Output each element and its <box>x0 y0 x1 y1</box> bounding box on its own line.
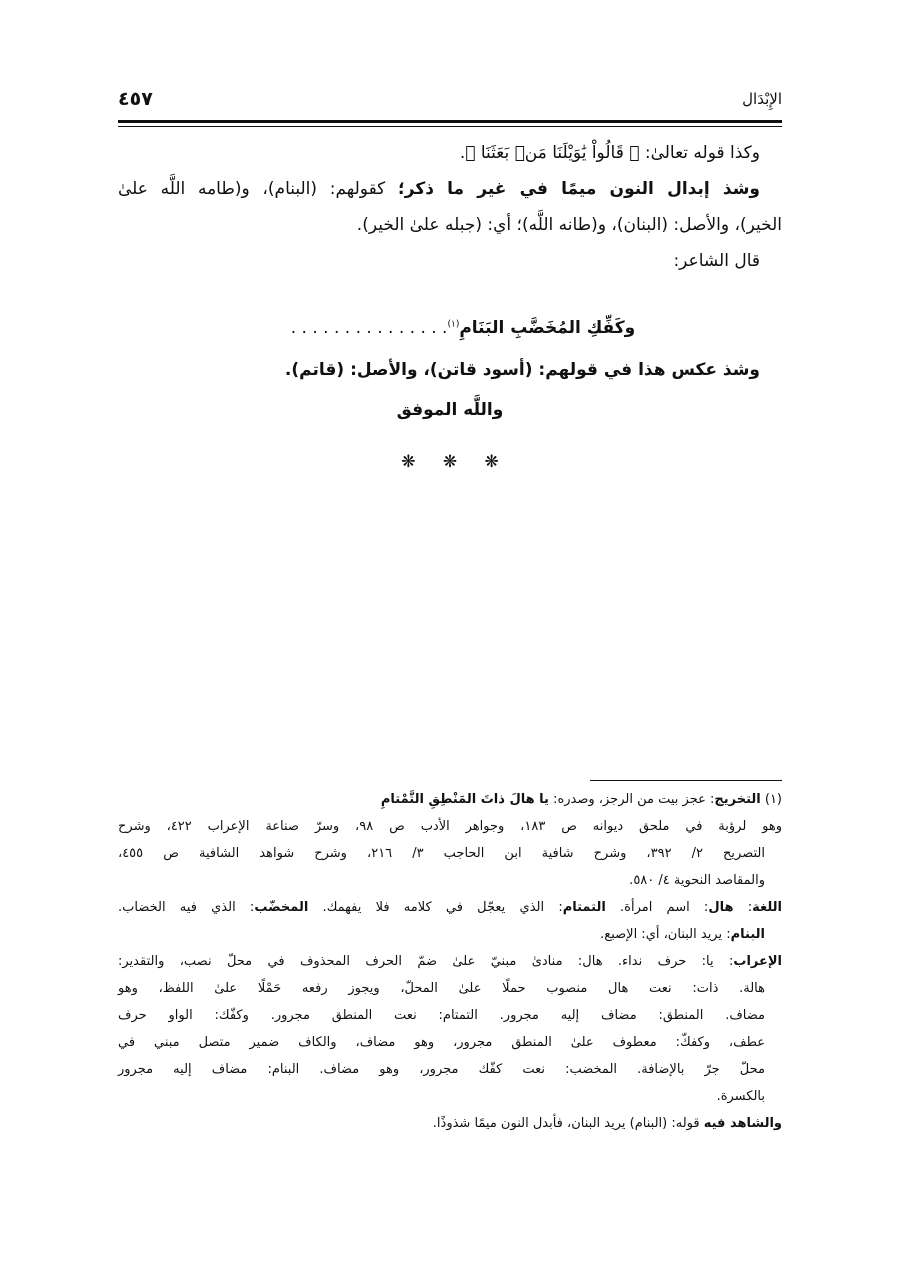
label: التخريج <box>714 792 761 807</box>
header-rule <box>118 120 782 123</box>
label: والشاهد فيه <box>703 1116 782 1131</box>
text: الخير)، والأصل: (البنان)، و(طانه اللَّه)؛ أي: (جبله علىٰ الخير). <box>356 215 782 235</box>
footnote-line <box>118 1083 765 1110</box>
closing-phrase: واللَّه الموفق <box>396 400 504 420</box>
footnote-line <box>118 1056 765 1083</box>
footnote-number: (١) <box>760 792 782 807</box>
text: مضاف. المنطق: مضاف إليه مجرور. التمتام: نعت المنطق مجرور. وكفّك: الواو حرف <box>118 1008 765 1023</box>
label: الإعراب <box>733 954 782 969</box>
ayah-intro: وكذا قوله تعالىٰ: <box>639 143 760 163</box>
term: التمتام <box>562 900 606 915</box>
text: : يريد البنان، أي: الإصبع. <box>600 927 731 942</box>
paragraph-line <box>118 171 782 207</box>
footnote-line <box>118 867 765 894</box>
paragraph-line <box>118 352 760 388</box>
header-rule-thin <box>118 126 782 127</box>
text: : الذي يعجّل في كلامه فلا يفهمك. <box>308 900 563 915</box>
paragraph-line <box>118 207 782 243</box>
footnote-line <box>118 840 765 867</box>
text: : عجز بيت من الرجز، وصدره: <box>548 792 715 807</box>
text: عطف، وكفكّ: معطوف علىٰ المنطق مجرور، وهو مضاف، والكاف ضمير متصل مبني في <box>118 1035 765 1050</box>
bold-phrase: وشذ إبدال النون ميمًا في غير ما ذكر؛ <box>397 179 760 199</box>
text: بالكسرة. <box>716 1089 765 1104</box>
verse-hemistich: وكَفِّكِ المُخَضَّبِ البَنَامِ <box>459 318 636 338</box>
footnote-line <box>118 1029 765 1056</box>
quran-verse: ﴿ قَالُواْ يَٰوَيْلَنَا مَنۢ بَعَثَنَا ﴾. <box>459 143 640 163</box>
footnote-line <box>118 921 765 948</box>
footnotes <box>118 786 782 1137</box>
text: هالة. ذات: نعت هال منصوب حملًا علىٰ المحلّ، ويجوز رفعه حَمْلًا علىٰ اللفظ، وهو <box>118 981 765 996</box>
poetry-verse <box>118 318 782 338</box>
term: هال <box>708 900 734 915</box>
text: : يا: حرف نداء. هال: منادىٰ مبنيّ علىٰ ضمّ الحرف المحذوف في محلّ نصب، والتقدير: <box>118 954 734 969</box>
page-number: ٤٥٧ <box>118 88 153 110</box>
text: وشذ عكس هذا في قولهم: (أسود قاتن)، والأصل: (قاتم). <box>284 360 760 380</box>
text: : اسم امرأة. <box>605 900 709 915</box>
text: : الذي فيه الخضاب. <box>118 900 255 915</box>
footnote-line <box>118 786 782 813</box>
text: محلّ جرّ بالإضافة. المخضب: نعت كفّك مجرور، وهو مضاف. البنام: مضاف إليه مجرور <box>118 1062 765 1077</box>
text: وهو لرؤبة في ملحق ديوانه ص ١٨٣، وجواهر الأدب ص ٩٨، وسرّ صناعة الإعراب ٤٢٢، وشرح <box>118 819 783 834</box>
footnote-ref[interactable]: (١) <box>447 319 460 330</box>
section-end-stars: ❋ ❋ ❋ <box>401 452 499 472</box>
text: التصريح ٢/ ٣٩٢، وشرح شافية ابن الحاجب ٣/ ٢١٦، وشرح شواهد الشافية ص ٤٥٥، <box>118 846 765 861</box>
text: قال الشاعر: <box>673 251 760 271</box>
omitted-hemistich-dots: . . . . . . . . . . . . . . . <box>290 318 448 338</box>
main-text <box>118 135 782 279</box>
footnote-line <box>118 1002 765 1029</box>
ayah-line <box>118 135 782 171</box>
label: اللغة <box>752 900 782 915</box>
text: كقولهم: (البنام)، و(طامه اللَّه علىٰ <box>118 179 398 199</box>
footnote-line <box>118 948 782 975</box>
text: قوله: (البنام) يريد البنان، فأبدل النون ميمًا شذوذًا. <box>432 1116 704 1131</box>
chapter-title: الإِبْدَال <box>742 90 782 108</box>
poet-intro <box>118 243 782 279</box>
text: والمقاصد النحوية ٤/ ٥٨٠. <box>629 873 765 888</box>
footnote-line <box>118 1110 782 1137</box>
footnote-line <box>118 975 765 1002</box>
page-header <box>118 88 782 114</box>
term: البنام <box>730 927 765 942</box>
term: المخضّب <box>254 900 309 915</box>
footnote-line: اللغة: هال: اسم امرأة. التمتام: الذي يعجّل في كلامه فلا يفهمك. المخضّب: الذي فيه الخضاب. <box>118 900 782 915</box>
footnote-separator <box>590 780 782 781</box>
footnote-line <box>118 813 782 840</box>
bold-text: يا هالَ ذاتَ المَنْطِقِ التَّمْتامِ <box>380 792 549 807</box>
